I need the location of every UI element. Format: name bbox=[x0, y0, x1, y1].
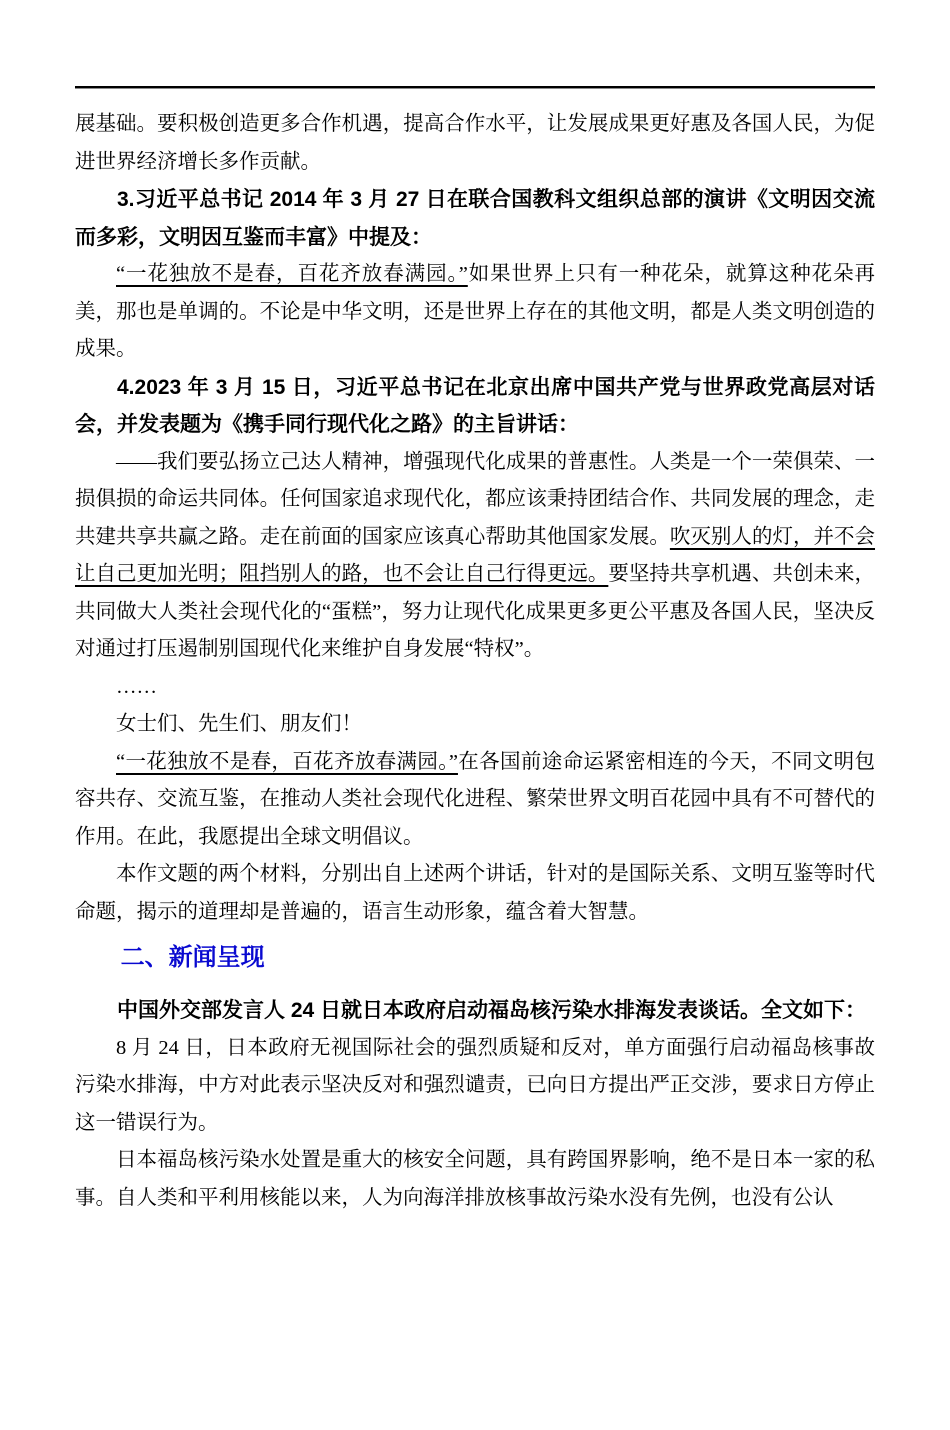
news-intro: 中国外交部发言人 24 日就日本政府启动福岛核污染水排海发表谈话。全文如下： bbox=[117, 999, 867, 1022]
paragraph-continuation: 展基础。要积极创造更多合作机遇，提高合作水平，让发展成果更好惠及各国人民，为促进世界经济增长多作贡献。 bbox=[75, 113, 875, 173]
section-heading-news: 二、新闻呈现 bbox=[120, 944, 265, 971]
item4-heading: 4.2023 年 3 月 15 日，习近平总书记在北京出席中国共产党与世界政党高层对话会，并发表题为《携手同行现代化之路》的主旨讲话： bbox=[75, 375, 875, 436]
item3-paragraph-text: 如果世界上只有一种花朵，就算这种花朵再美，那也是单调的。不论是中华文明，还是世界上存在的其他文明，都是人类文明创造的成果。 bbox=[75, 263, 876, 360]
document-page bbox=[0, 86, 950, 1430]
underlined-quote: “一花独放不是春，百花齐放春满园。” bbox=[116, 750, 458, 773]
item3-heading: 3.习近平总书记 2014 年 3 月 27 日在联合国教科文组织总部的演讲《文明因交流而多彩，文明因互鉴而丰富》中提及： bbox=[75, 188, 875, 249]
news-paragraph-2: 日本福岛核污染水处置是重大的核安全问题，具有跨国界影响，绝不是日本一家的私事。自人类和平利用核能以来，人为向海洋排放核事故污染水没有先例，也没有公认 bbox=[75, 1149, 875, 1209]
item3-paragraph bbox=[75, 256, 875, 369]
underlined-quote: “一花独放不是春，百花齐放春满园。” bbox=[116, 263, 468, 285]
item4-paragraph-text-pre: ——我们要弘扬立己达人精神，增强现代化成果的普惠性。人类是一个一荣俱荣、一损俱损的命运共同体。任何国家追求现代化，都应该秉持团结合作、共同发展的理念，走共建共享共赢之路。走在前面的国家应该真心帮助其他国家发展。 bbox=[75, 450, 875, 548]
header-rule bbox=[75, 86, 875, 89]
salutation-paragraph: 女士们、先生们、朋友们！ bbox=[116, 713, 362, 735]
ellipsis-paragraph: …… bbox=[116, 675, 157, 698]
item4-paragraph bbox=[75, 444, 875, 669]
item4-paragraph-text-post: 要坚持共享机遇、共创未来，共同做大人类社会现代化的“蛋糕”，努力让现代化成果更多更公平惠及各国人民，坚决反对通过打压遏制别国现代化来维护自身发展“特权”。 bbox=[75, 563, 876, 660]
quote2-paragraph-text: 在各国前途命运紧密相连的今天，不同文明包容共存、交流互鉴，在推动人类社会现代化进程、繁荣世界文明百花园中具有不可替代的作用。在此，我愿提出全球文明倡议。 bbox=[75, 750, 876, 848]
document-content bbox=[75, 106, 875, 1217]
news-paragraph-1: 8 月 24 日，日本政府无视国际社会的强烈质疑和反对，单方面强行启动福岛核事故污染水排海，中方对此表示坚决反对和强烈谴责，已向日方提出严正交涉，要求日方停止这一错误行为。 bbox=[75, 1036, 875, 1134]
commentary-paragraph: 本作文题的两个材料，分别出自上述两个讲话，针对的是国际关系、文明互鉴等时代命题，揭示的道理却是普遍的，语言生动形象，蕴含着大智慧。 bbox=[75, 863, 875, 923]
underlined-sentence: 吹灭别人的灯，并不会让自己更加光明；阻挡别人的路，也不会让自己行得更远。 bbox=[75, 525, 876, 585]
quote2-paragraph bbox=[75, 744, 875, 857]
